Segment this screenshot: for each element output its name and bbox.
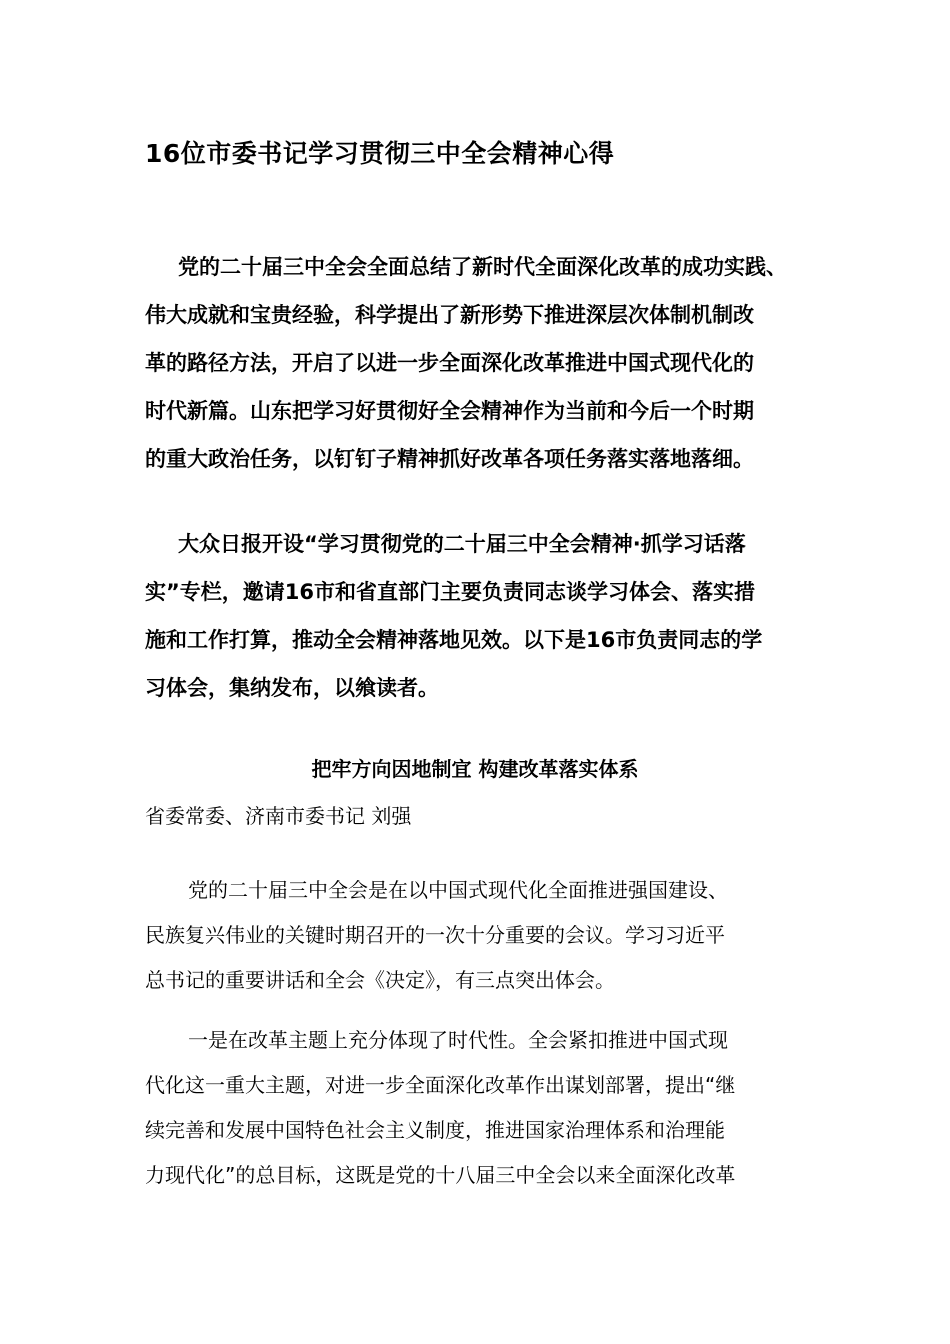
- paragraph-line: 党的二十届三中全会是在以中国式现代化全面推进强国建设、: [188, 878, 728, 902]
- paragraph-line: 施和工作打算，推动全会精神落地见效。以下是16市负责同志的学: [145, 628, 763, 652]
- document-title: 16位市委书记学习贯彻三中全会精神心得: [145, 139, 615, 168]
- paragraph-line: 大众日报开设“学习贯彻党的二十届三中全会精神·抓学习话落: [178, 532, 746, 556]
- paragraph-line: 续完善和发展中国特色社会主义制度，推进国家治理体系和治理能: [145, 1118, 725, 1142]
- body-paragraph-2: [145, 1018, 810, 1198]
- body-paragraph-1: [145, 868, 810, 1003]
- paragraph-line: 党的二十届三中全会全面总结了新时代全面深化改革的成功实践、: [178, 255, 787, 279]
- paragraph-line: 民族复兴伟业的关键时期召开的一次十分重要的会议。学习习近平: [145, 923, 725, 947]
- author-byline: 省委常委、济南市委书记 刘强: [145, 804, 412, 828]
- paragraph-line: 代化这一重大主题，对进一步全面深化改革作出谋划部署，提出“继: [145, 1073, 736, 1097]
- paragraph-line: 总书记的重要讲话和全会《决定》，有三点突出体会。: [145, 968, 615, 992]
- paragraph-line: 力现代化”的总目标，这既是党的十八届三中全会以来全面深化改革: [145, 1163, 736, 1187]
- section-heading: 把牢方向因地制宜 构建改革落实体系: [311, 757, 639, 781]
- paragraph-line: 习体会，集纳发布，以飨读者。: [145, 676, 439, 700]
- intro-paragraph-1: [145, 243, 810, 483]
- paragraph-line: 革的路径方法，开启了以进一步全面深化改革推进中国式现代化的: [145, 351, 754, 375]
- paragraph-line: 实”专栏，邀请16市和省直部门主要负责同志谈学习体会、落实措: [145, 580, 756, 604]
- intro-paragraph-2: [145, 520, 810, 712]
- paragraph-line: 伟大成就和宝贵经验，科学提出了新形势下推进深层次体制机制改: [145, 303, 754, 327]
- paragraph-line: 的重大政治任务，以钉钉子精神抓好改革各项任务落实落地落细。: [145, 447, 754, 471]
- paragraph-line: 时代新篇。山东把学习好贯彻好全会精神作为当前和今后一个时期: [145, 399, 754, 423]
- paragraph-line: 一是在改革主题上充分体现了时代性。全会紧扣推进中国式现: [188, 1028, 728, 1052]
